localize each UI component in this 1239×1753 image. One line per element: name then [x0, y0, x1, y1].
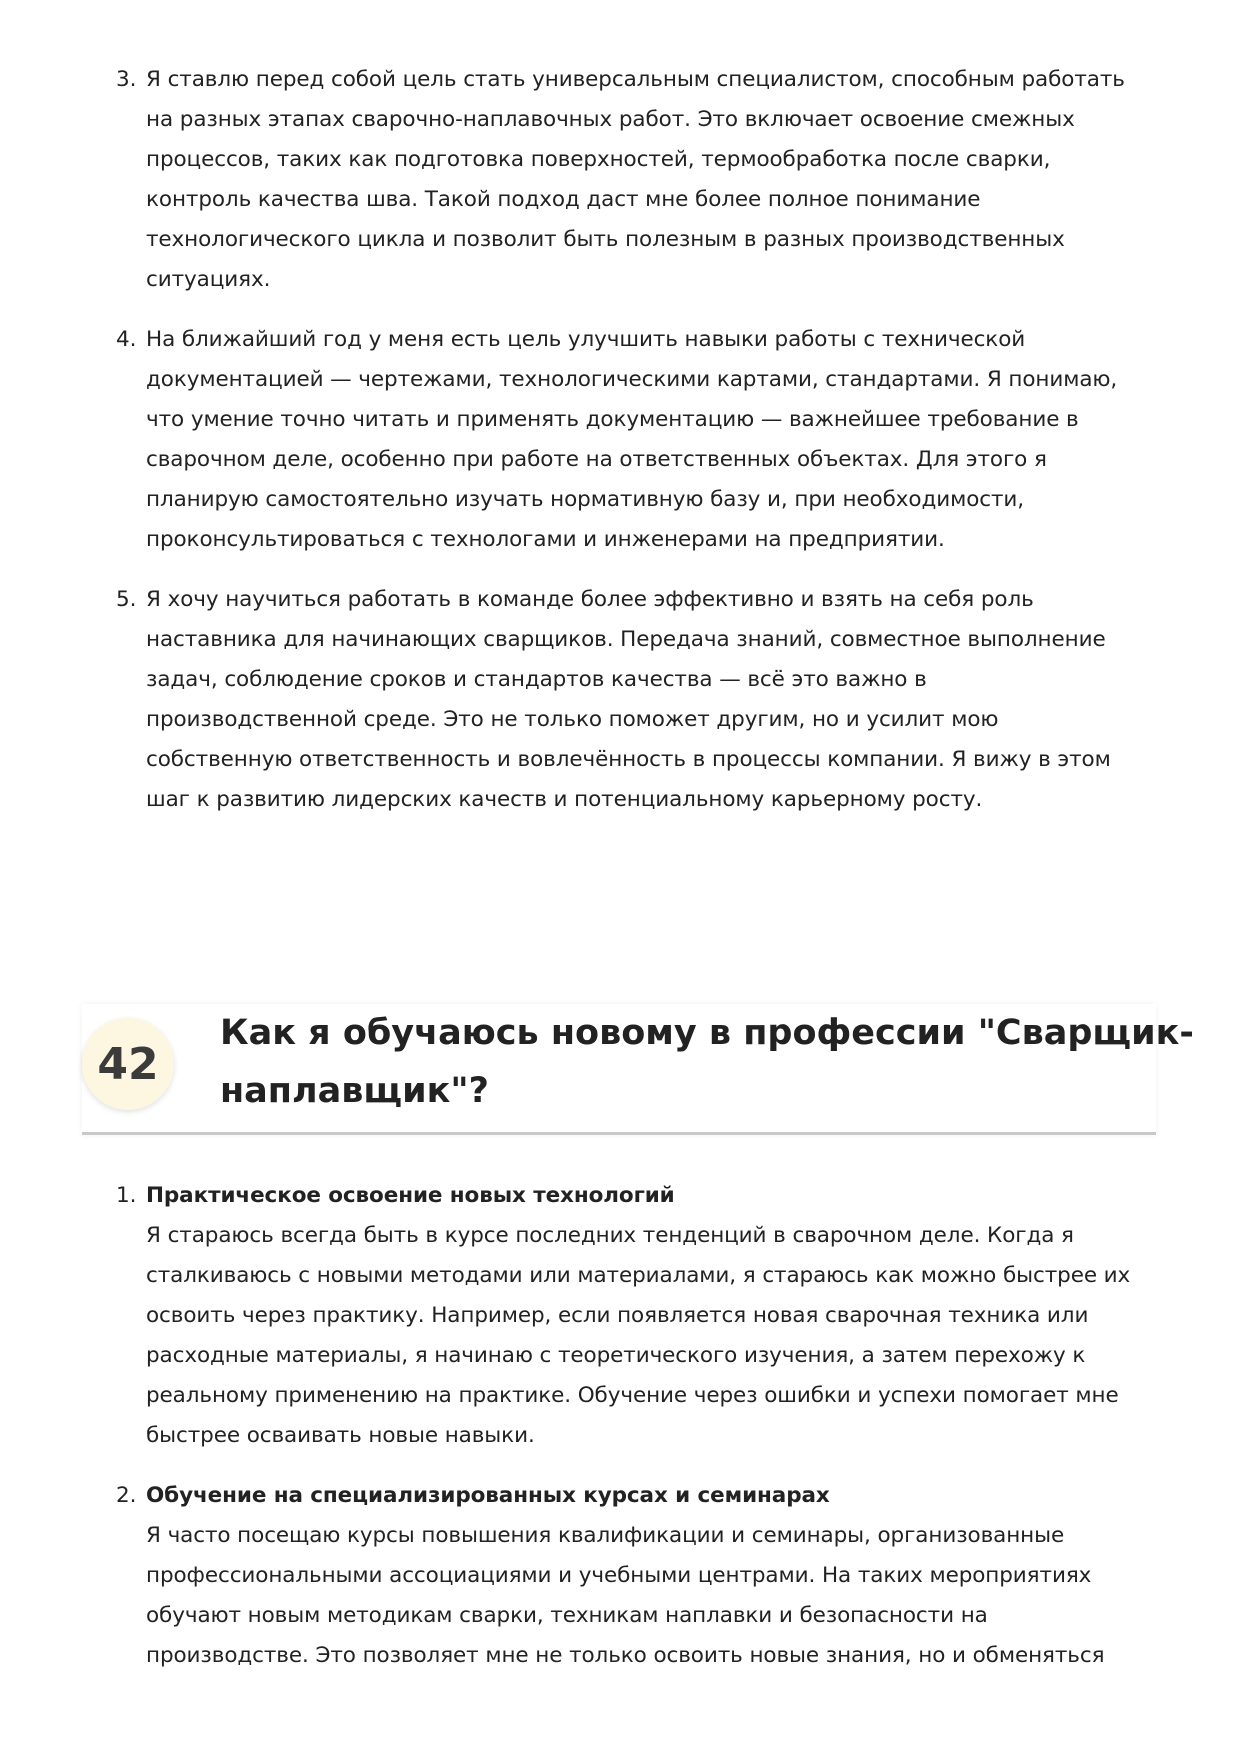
section-header [82, 1004, 1194, 1135]
text-line: что умение точно читать и применять документацию — важнейшее требование в [146, 407, 1079, 432]
text-line: планирую самостоятельно изучать нормативную базу и, при необходимости, [146, 487, 1025, 512]
text-line: сварочном деле, особенно при работе на ответственных объектах. Для этого я [146, 447, 1047, 472]
text-line: производстве. Это позволяет мне не только освоить новые знания, но и обменяться [146, 1643, 1105, 1668]
text-line: производственной среде. Это не только поможет другим, но и усилит мою [146, 707, 999, 732]
section-title-line: Как я обучаюсь новому в профессии "Сварщик- [220, 1013, 1194, 1053]
text-line: Я стараюсь всегда быть в курсе последних тенденций в сварочном деле. Когда я [146, 1223, 1074, 1248]
text-line: сталкиваюсь с новыми методами или материалами, я стараюсь как можно быстрее их [146, 1263, 1131, 1288]
text-line: документацией — чертежами, технологическими картами, стандартами. Я понимаю, [146, 367, 1118, 392]
section-number-badge: 42 [82, 1018, 174, 1110]
text-line: на разных этапах сварочно-наплавочных работ. Это включает освоение смежных [146, 107, 1075, 132]
text-line: проконсультироваться с технологами и инженерами на предприятии. [146, 527, 945, 552]
text-line: наставника для начинающих сварщиков. Передача знаний, совместное выполнение [146, 627, 1106, 652]
section-title [220, 1004, 1194, 1120]
list-item-title: Обучение на специализированных курсах и семинарах [146, 1483, 830, 1508]
list-item [0, 60, 1239, 300]
list-item [0, 1476, 1239, 1676]
list-item-number: 2. [116, 1483, 137, 1508]
text-line: реальному применению на практике. Обучение через ошибки и успехи помогает мне [146, 1383, 1119, 1408]
text-line: ситуациях. [146, 267, 271, 292]
text-line: быстрее осваивать новые навыки. [146, 1423, 535, 1448]
text-line: профессиональными ассоциациями и учебными центрами. На таких мероприятиях [146, 1563, 1092, 1588]
section-title-line: наплавщик"? [220, 1071, 489, 1111]
list-item-text [146, 320, 1146, 560]
text-line: освоить через практику. Например, если появляется новая сварочная техника или [146, 1303, 1089, 1328]
goals-list [0, 60, 1239, 840]
text-line: Я ставлю перед собой цель стать универсальным специалистом, способным работать [146, 67, 1125, 92]
text-line: Я часто посещаю курсы повышения квалификации и семинары, организованные [146, 1523, 1065, 1548]
text-line: процессов, таких как подготовка поверхностей, термообработка после сварки, [146, 147, 1051, 172]
list-item-number: 1. [116, 1183, 137, 1208]
list-item-text [146, 580, 1146, 820]
list-item [0, 320, 1239, 560]
list-item-text [146, 1176, 1146, 1456]
text-line: обучают новым методикам сварки, техникам наплавки и безопасности на [146, 1603, 988, 1628]
list-item-number: 4. [116, 327, 137, 352]
list-item-text [146, 60, 1146, 300]
text-line: расходные материалы, я начинаю с теоретического изучения, а затем перехожу к [146, 1343, 1086, 1368]
list-item [0, 1176, 1239, 1456]
list-item [0, 580, 1239, 820]
list-item-number: 5. [116, 587, 137, 612]
text-line: собственную ответственность и вовлечённость в процессы компании. Я вижу в этом [146, 747, 1111, 772]
list-item-number: 3. [116, 67, 137, 92]
learning-methods-list [0, 1176, 1239, 1696]
text-line: На ближайший год у меня есть цель улучшить навыки работы с технической [146, 327, 1026, 352]
text-line: контроль качества шва. Такой подход даст мне более полное понимание [146, 187, 981, 212]
text-line: технологического цикла и позволит быть полезным в разных производственных [146, 227, 1065, 252]
text-line: задач, соблюдение сроков и стандартов качества — всё это важно в [146, 667, 927, 692]
list-item-title: Практическое освоение новых технологий [146, 1183, 675, 1208]
list-item-text [146, 1476, 1146, 1676]
text-line: Я хочу научиться работать в команде более эффективно и взять на себя роль [146, 587, 1034, 612]
text-line: шаг к развитию лидерских качеств и потенциальному карьерному росту. [146, 787, 983, 812]
